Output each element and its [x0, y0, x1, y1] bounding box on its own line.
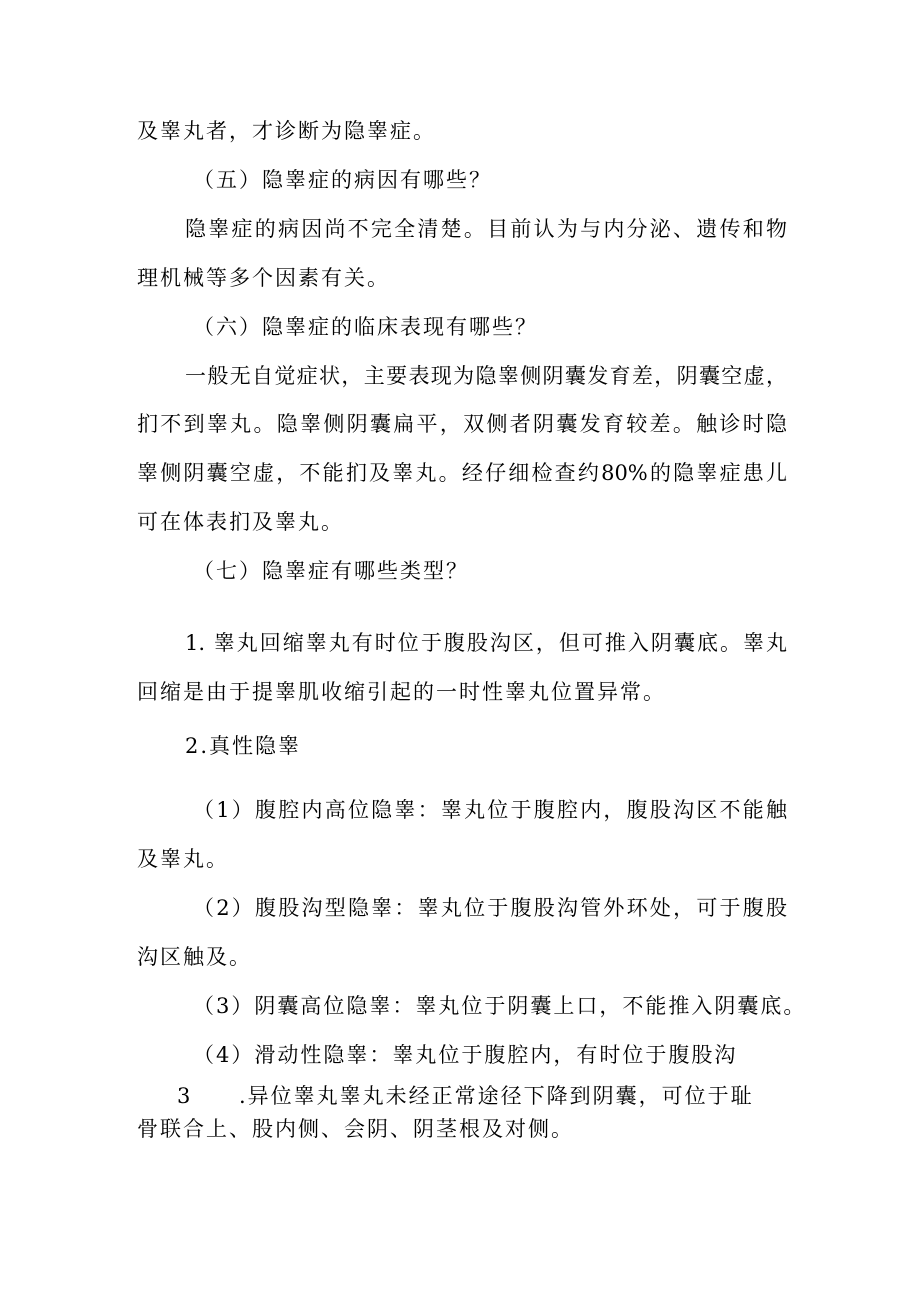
list-item-2-heading: 2.真性隐睾	[185, 734, 302, 758]
sub-item-2-line-2: 沟区触及。	[137, 945, 252, 969]
list-item-3-number: 3	[177, 1084, 193, 1108]
sub-item-1-line-2: 及睾丸。	[137, 847, 229, 871]
sub-item-4: （4）滑动性隐睾：睾丸位于腹腔内，有时位于腹股沟	[193, 1043, 738, 1067]
text-line-7: 扪不到睾丸。隐睾侧阴囊扁平，双侧者阴囊发育较差。触诊时隐	[137, 412, 787, 436]
list-item-1-line-2: 回缩是由于提睾肌收缩引起的一时性睾丸位置异常。	[137, 680, 666, 704]
text-line-6: 一般无自觉症状，主要表现为隐睾侧阴囊发育差，阴囊空虚，	[185, 364, 787, 388]
text-line-8: 睾侧阴囊空虚，不能扪及睾丸。经仔细检查约80%的隐睾症患儿	[137, 461, 787, 485]
list-item-3-text: .异位睾丸睾丸未经正常途径下降到阴囊，可位于耻	[239, 1084, 754, 1108]
list-item-1-line-1: 1. 睾丸回缩睾丸有时位于腹股沟区，但可推入阴囊底。睾丸	[185, 631, 787, 655]
list-item-3-line-1	[177, 1082, 754, 1110]
heading-section-6: （六）隐睾症的临床表现有哪些？	[193, 315, 538, 339]
heading-section-7: （七）隐睾症有哪些类型？	[193, 559, 469, 583]
text-line-3: 隐睾症的病因尚不完全清楚。目前认为与内分泌、遗传和物	[185, 217, 787, 241]
heading-section-5: （五）隐睾症的病因有哪些？	[193, 168, 492, 192]
text-line-4: 理机械等多个因素有关。	[137, 266, 390, 290]
list-item-3-line-2: 骨联合上、股内侧、会阴、阴茎根及对侧。	[137, 1117, 574, 1141]
sub-item-2-line-1: （2）腹股沟型隐睾：睾丸位于腹股沟管外环处，可于腹股	[193, 896, 787, 920]
text-line-9: 可在体表扪及睾丸。	[137, 510, 344, 534]
sub-item-3: （3）阴囊高位隐睾：睾丸位于阴囊上口，不能推入阴囊底。	[193, 994, 807, 1018]
sub-item-1-line-1: （1）腹腔内高位隐睾：睾丸位于腹腔内，腹股沟区不能触	[193, 798, 787, 822]
text-line-1: 及睾丸者，才诊断为隐睾症。	[137, 119, 436, 143]
